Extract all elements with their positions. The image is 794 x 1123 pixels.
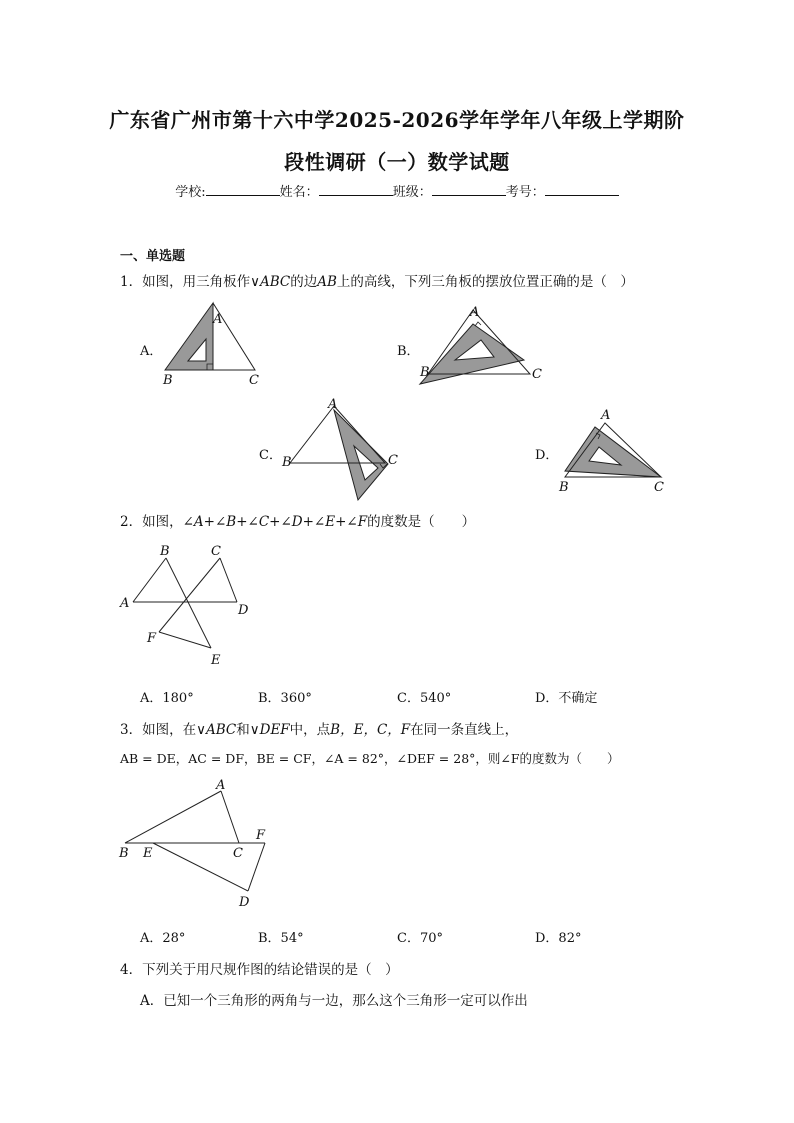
question-1-triangle: ∨ABC <box>250 274 291 290</box>
q1-option-b-label[interactable]: B． <box>397 344 420 359</box>
q1-option-a-label[interactable]: A． <box>140 344 163 359</box>
exam-no-blank <box>545 183 619 196</box>
question-2-stem <box>120 510 475 530</box>
q3-option-b[interactable]: B．54° <box>258 931 304 946</box>
page-title-line-1: 广东省广州市第十六中学2025-2026学年学年八年级上学期阶 <box>109 108 685 132</box>
q2-option-c[interactable]: C．540° <box>397 691 452 706</box>
question-1-text: ．如图，用三角板作 <box>128 274 251 290</box>
question-4-number: 4 <box>120 962 129 978</box>
q1b-point-c: C <box>532 367 542 382</box>
q1c-point-c: C <box>388 453 398 468</box>
question-3-text: 在同一条直线上， <box>410 722 519 738</box>
q2-point-e: E <box>211 653 221 668</box>
question-3-number: 3 <box>120 722 129 738</box>
q3-point-a: A <box>216 778 226 793</box>
q1d-point-b: B <box>559 480 569 495</box>
question-3-triangle-def: ∨DEF <box>249 722 290 738</box>
question-1-stem <box>120 270 634 290</box>
question-3-text: 和 <box>236 722 250 738</box>
question-4-text: ．下列关于用尺规作图的结论错误的是（ ） <box>128 962 399 978</box>
name-label: 姓名： <box>279 185 319 200</box>
q4-option-a[interactable]: A．已知一个三角形的两角与一边，那么这个三角形一定可以作出 <box>140 993 528 1009</box>
q1a-point-a: A <box>213 312 223 327</box>
q1a-point-b: B <box>163 373 173 388</box>
exam-no-label: 考号： <box>505 185 545 200</box>
q1d-point-a: A <box>601 408 611 423</box>
q3-point-c: C <box>233 846 243 861</box>
q2-point-b: B <box>160 544 170 559</box>
q2-option-d[interactable]: D．不确定 <box>535 691 598 706</box>
question-3-text: ．如图，在 <box>128 722 197 738</box>
q3-point-f: F <box>256 828 266 843</box>
question-3-stem <box>120 718 518 738</box>
q1-option-d-figure <box>555 405 675 495</box>
page-title-line-2: 段性调研（一）数学试题 <box>284 150 510 174</box>
q1c-point-a: A <box>328 397 338 412</box>
q3-option-d[interactable]: D．82° <box>535 931 582 946</box>
question-1-number: 1 <box>120 274 129 290</box>
question-1-text: 上的高线，下列三角板的摆放位置正确的是（ ） <box>336 274 634 290</box>
q3-option-a[interactable]: A．28° <box>140 931 186 946</box>
q2-point-c: C <box>211 544 221 559</box>
q1a-point-c: C <box>249 373 259 388</box>
q3-point-b: B <box>119 846 129 861</box>
q3-option-c[interactable]: C．70° <box>397 931 443 946</box>
q1-option-a-figure <box>155 295 275 395</box>
q3-point-e: E <box>143 846 153 861</box>
q1-option-c-label[interactable]: C． <box>259 448 282 463</box>
q3-point-d: D <box>239 895 250 910</box>
question-3-points: B，E，C，F <box>330 722 411 738</box>
q2-option-b[interactable]: B．360° <box>258 691 312 706</box>
question-3-figure <box>115 775 285 915</box>
q1d-point-c: C <box>654 480 664 495</box>
name-blank <box>319 183 393 196</box>
q1-option-c-figure <box>280 396 410 506</box>
q2-point-d: D <box>238 603 249 618</box>
class-label: 班级： <box>392 185 432 200</box>
section-heading-single-choice: 一、单选题 <box>120 249 186 264</box>
question-2-expression: ∠A+∠B+∠C+∠D+∠E+∠F <box>182 514 368 530</box>
q1-option-b-figure <box>410 300 560 390</box>
class-blank <box>432 183 506 196</box>
q2-point-a: A <box>120 596 130 611</box>
q1b-point-b: B <box>420 365 430 380</box>
question-2-figure <box>115 540 265 670</box>
q1b-point-a: A <box>470 305 480 320</box>
q2-option-a[interactable]: A．180° <box>140 691 194 706</box>
school-label: 学校: <box>175 185 206 200</box>
question-3-text: 中，点 <box>289 722 331 738</box>
question-2-text: ．如图， <box>128 514 183 530</box>
question-1-text: 的边 <box>290 274 318 290</box>
question-3-triangle-abc: ∨ABC <box>196 722 237 738</box>
question-2-text: 的度数是（ ） <box>367 514 476 530</box>
school-blank <box>206 183 280 196</box>
q2-point-f: F <box>147 631 157 646</box>
question-4-stem <box>120 958 399 978</box>
q1-option-d-label[interactable]: D． <box>535 448 559 463</box>
question-1-side: AB <box>317 274 337 290</box>
question-3-condition: AB = DE，AC = DF，BE = CF，∠A = 82°，∠DEF = 28°，则∠F的度数为（ ） <box>120 751 620 766</box>
question-2-number: 2 <box>120 514 129 530</box>
q1c-point-b: B <box>282 455 292 470</box>
student-info-line <box>0 181 794 200</box>
